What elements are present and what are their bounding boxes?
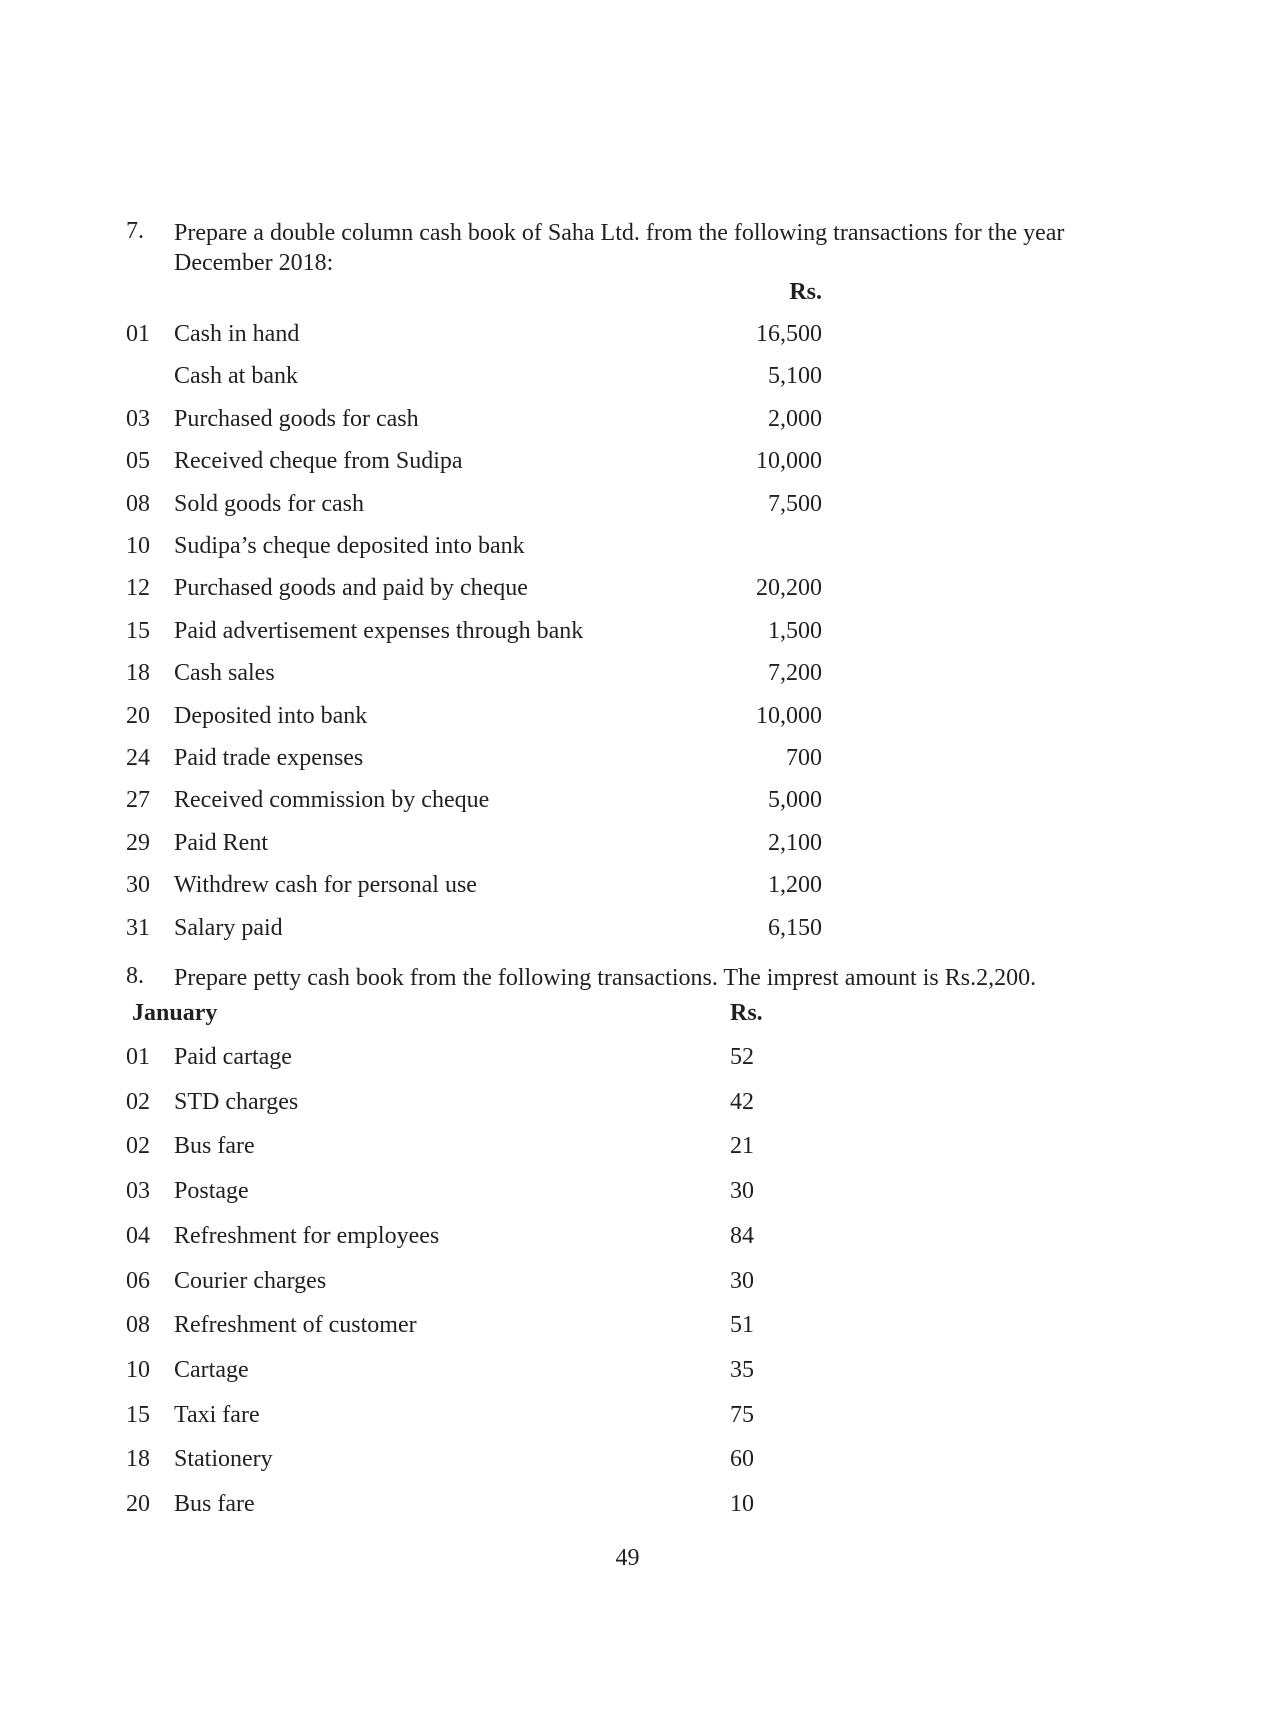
transaction-date: 29	[126, 829, 150, 856]
transaction-description: Stationery	[174, 1446, 273, 1473]
transaction-row	[0, 1400, 1275, 1430]
transaction-amount: 1,200	[768, 872, 822, 899]
transaction-row	[0, 1131, 1275, 1161]
transaction-description: Cash at bank	[174, 363, 298, 390]
transaction-row	[0, 446, 1275, 476]
transaction-description: Refreshment of customer	[174, 1312, 417, 1339]
transaction-date: 10	[126, 1356, 150, 1383]
transaction-date: 20	[126, 702, 150, 729]
transaction-description: Cartage	[174, 1356, 249, 1383]
transaction-description: Courier charges	[174, 1267, 327, 1294]
page-number: 49	[615, 1545, 640, 1571]
transaction-date: 31	[126, 914, 150, 941]
question-8-amount-header: Rs.	[730, 1000, 763, 1026]
question-7-text: Prepare a double column cash book of Saha Ltd. from the following transactions for the year December 2018:	[174, 220, 1065, 276]
transaction-row	[0, 701, 1275, 731]
transaction-amount: 5,000	[768, 787, 822, 814]
transaction-date: 06	[126, 1267, 150, 1294]
transaction-description: Received cheque from Sudipa	[174, 448, 463, 475]
transaction-date: 24	[126, 745, 150, 771]
transaction-description: Received commission by cheque	[174, 787, 490, 814]
question-7-amount-header: Rs.	[789, 279, 822, 305]
transaction-date: 30	[126, 872, 150, 899]
transaction-amount: 700	[786, 745, 822, 771]
transaction-amount: 7,500	[768, 490, 822, 517]
transaction-description: Paid advertisement expenses through bank	[174, 617, 584, 644]
transaction-row	[0, 361, 1275, 391]
transaction-row	[0, 616, 1275, 646]
question-7-number: 7.	[126, 218, 144, 244]
transaction-row	[0, 785, 1275, 815]
transaction-date: 01	[126, 321, 150, 347]
transaction-description: Bus fare	[174, 1491, 255, 1517]
transaction-row	[0, 1221, 1275, 1251]
transaction-description: Deposited into bank	[174, 702, 368, 729]
transaction-row	[0, 658, 1275, 688]
transaction-amount: 30	[730, 1267, 754, 1294]
transaction-description: Purchased goods for cash	[174, 405, 419, 432]
transaction-date: 15	[126, 1401, 150, 1428]
transaction-date: 04	[126, 1222, 150, 1249]
transaction-date: 03	[126, 405, 150, 432]
transaction-description: Paid Rent	[174, 829, 268, 856]
transaction-description: STD charges	[174, 1088, 299, 1115]
transaction-amount: 60	[730, 1446, 754, 1473]
question-8-month-header: January	[132, 1000, 218, 1026]
transaction-date: 18	[126, 660, 150, 687]
transaction-row	[0, 1087, 1275, 1117]
transaction-row	[0, 531, 1275, 561]
transaction-amount: 16,500	[756, 321, 822, 347]
transaction-row	[0, 489, 1275, 519]
transaction-amount: 10	[730, 1491, 754, 1517]
question-8-text: Prepare petty cash book from the following transactions. The imprest amount is Rs.2,200.	[174, 965, 1037, 991]
transaction-description: Postage	[174, 1178, 249, 1205]
transaction-row	[0, 1266, 1275, 1296]
transaction-description: Paid cartage	[174, 1044, 292, 1070]
transaction-amount: 75	[730, 1401, 754, 1428]
transaction-description: Sudipa’s cheque deposited into bank	[174, 533, 525, 559]
transaction-row	[0, 319, 1275, 349]
transaction-amount: 20,200	[756, 575, 822, 602]
transaction-amount: 42	[730, 1088, 754, 1115]
transaction-date: 10	[126, 533, 150, 559]
transaction-date: 20	[126, 1491, 150, 1517]
transaction-date: 12	[126, 575, 150, 602]
transaction-row	[0, 1310, 1275, 1340]
transaction-date: 18	[126, 1446, 150, 1473]
transaction-description: Salary paid	[174, 914, 283, 941]
transaction-description: Refreshment for employees	[174, 1222, 440, 1249]
transaction-date: 02	[126, 1133, 150, 1160]
transaction-amount: 10,000	[756, 702, 822, 729]
transaction-row	[0, 828, 1275, 858]
transaction-date: 05	[126, 448, 150, 475]
transaction-date: 08	[126, 490, 150, 517]
question-8-number: 8.	[126, 963, 144, 989]
transaction-description: Paid trade expenses	[174, 745, 364, 771]
transaction-row	[0, 404, 1275, 434]
transaction-description: Taxi fare	[174, 1401, 260, 1428]
transaction-amount: 52	[730, 1044, 754, 1070]
transaction-amount: 1,500	[768, 617, 822, 644]
transaction-date: 03	[126, 1178, 150, 1205]
transaction-row	[0, 1444, 1275, 1474]
transaction-amount: 35	[730, 1356, 754, 1383]
transaction-row	[0, 1355, 1275, 1385]
transaction-description: Withdrew cash for personal use	[174, 872, 477, 899]
transaction-amount: 2,100	[768, 829, 822, 856]
transaction-date: 27	[126, 787, 150, 814]
transaction-date: 01	[126, 1044, 150, 1070]
transaction-amount: 2,000	[768, 405, 822, 432]
transaction-description: Sold goods for cash	[174, 490, 364, 517]
transaction-row	[0, 870, 1275, 900]
transaction-description: Cash sales	[174, 660, 275, 687]
transaction-date: 02	[126, 1088, 150, 1115]
transaction-row	[0, 743, 1275, 773]
transaction-date: 15	[126, 617, 150, 644]
transaction-amount: 30	[730, 1178, 754, 1205]
transaction-description: Purchased goods and paid by cheque	[174, 575, 528, 602]
transaction-row	[0, 573, 1275, 603]
transaction-amount: 21	[730, 1133, 754, 1160]
transaction-amount: 84	[730, 1222, 754, 1249]
transaction-description: Bus fare	[174, 1133, 255, 1160]
transaction-description: Cash in hand	[174, 321, 300, 347]
transaction-amount: 7,200	[768, 660, 822, 687]
transaction-row	[0, 1042, 1275, 1072]
transaction-amount: 51	[730, 1312, 754, 1339]
transaction-amount: 6,150	[768, 914, 822, 941]
transaction-date: 08	[126, 1312, 150, 1339]
transaction-row	[0, 1176, 1275, 1206]
transaction-row	[0, 913, 1275, 943]
transaction-amount: 10,000	[756, 448, 822, 475]
transaction-row	[0, 1489, 1275, 1519]
transaction-amount: 5,100	[768, 363, 822, 390]
